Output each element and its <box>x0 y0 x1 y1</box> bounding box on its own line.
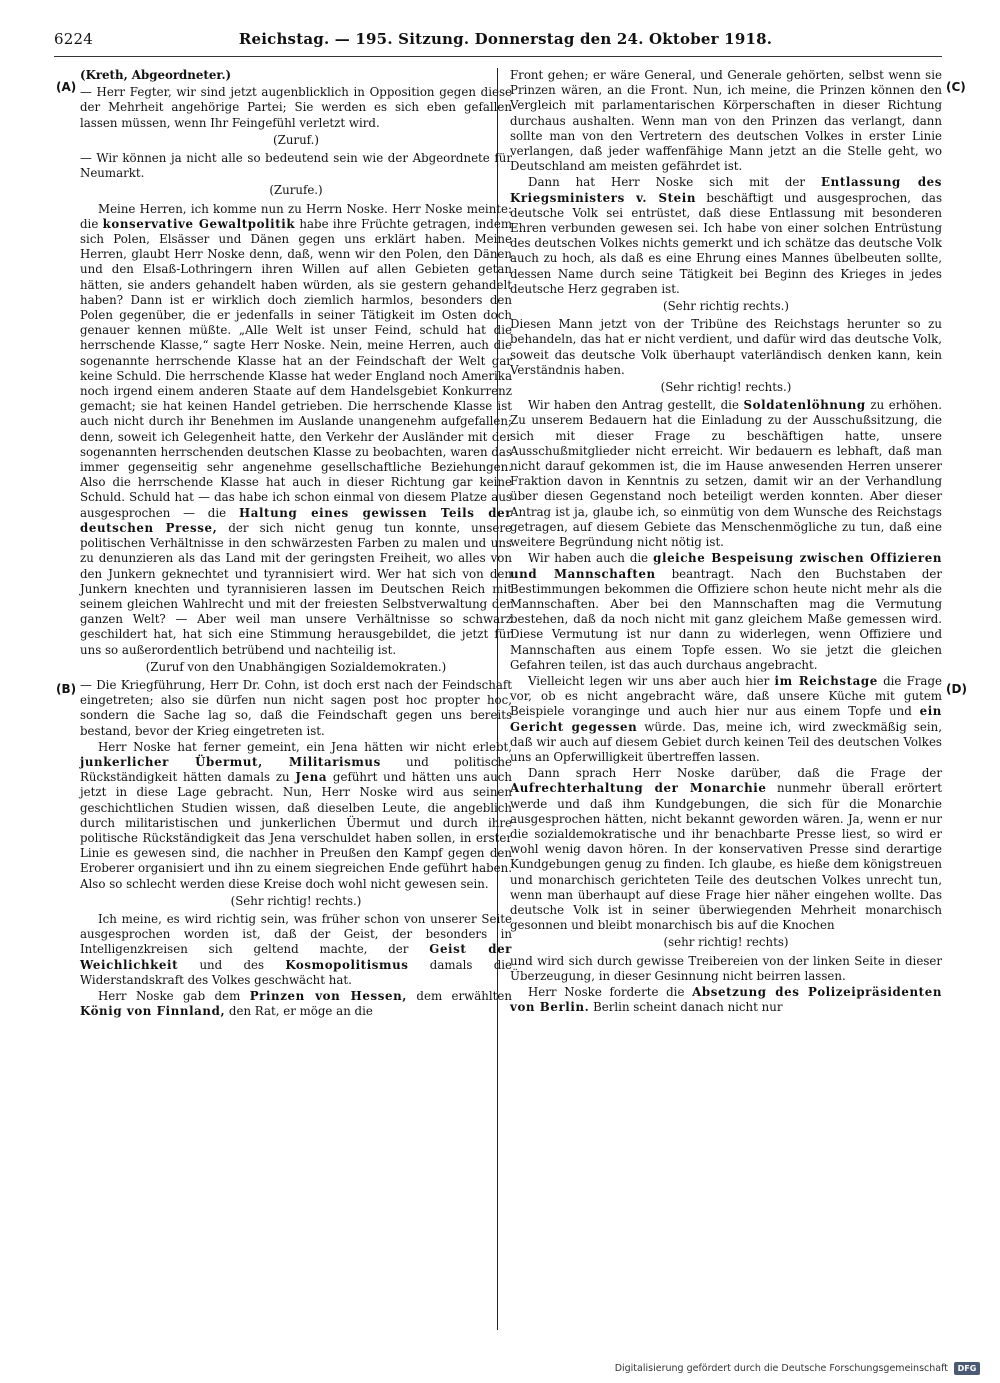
margin-marker-a: (A) <box>56 80 77 94</box>
emphasis: Aufrechterhaltung der Monarchie <box>510 781 767 796</box>
emphasis: junkerlicher Übermut, Militarismus <box>80 754 381 769</box>
text-run: Meine Herren, ich komme nun zu Herrn Noske. Herr Noske meinte: die <box>80 201 512 231</box>
paragraph <box>80 989 512 1019</box>
paragraph <box>510 985 942 1015</box>
paragraph <box>80 740 512 892</box>
interjection: (Sehr richtig! rechts.) <box>230 893 362 908</box>
text-run: und des <box>199 957 265 972</box>
text-run: beantragt. Nach den Buchstaben der Bestimmungen bekommen die Offiziere schon heute nicht mehr als die Mannschaften. Aber bei den Mannschaften mag die Vermutung bestehen, daß da noch nicht mit ganz gleichem Maße gemessen wird. Diese Vermutung ist nur dann zu widerlegen, wenn Offiziere und Mannschaften aus einem Topfe essen. Wo sie jetzt die gleichen Gefahren teilen, ist das auch durchaus angebracht. <box>510 566 942 672</box>
interjection: (Zurufe.) <box>269 183 323 198</box>
emphasis: ein Gericht gegessen <box>510 704 942 734</box>
page-header <box>54 22 942 57</box>
text-run: Herr Noske hat ferner gemeint, ein Jena hätten wir nicht erlebt, <box>98 739 512 754</box>
emphasis: konservative Gewaltpolitik <box>102 216 296 231</box>
paragraph: — Wir können ja nicht alle so bedeutend sein wie der Abgeordnete für Neumarkt. <box>80 151 512 181</box>
paragraph: Front gehen; er wäre General, und Generale gehörten, selbst wenn sie Prinzen wären, an die Front. Nun, ich meine, die Prinzen können den Vergleich mit parlamentarischen Körperschaften in dieser Richtung durchaus aushalten. Wenn man von den Prinzen das verlangt, dann sollte man von den Vertretern des deutschen Volkes in erster Linie verlangen, daß jeder waffenfähige Mann jetzt an die Stelle geht, wo Deutschland am meisten gefährdet ist. <box>510 68 942 174</box>
running-title: Reichstag. — 195. Sitzung. Donnerstag den 24. Oktober 1918. <box>238 30 773 48</box>
paragraph <box>510 674 942 765</box>
emphasis: Kosmopolitismus <box>285 957 409 972</box>
left-column <box>80 68 512 1020</box>
paragraph <box>80 202 512 658</box>
text-run: Berlin scheint danach nicht nur <box>593 1000 783 1015</box>
text-run: Dann sprach Herr Noske darüber, daß die Frage der <box>528 766 942 781</box>
speaker-label: (Kreth, Abgeordneter.) <box>80 68 232 82</box>
text-run: geführt und hätten uns auch jetzt in diese Lage gebracht. Nun, Herr Noske wird aus seinen geschichtlichen Studien wissen, daß dieselben Leute, die angeblich durch militaristischen und junkerlichen Übermut und durch ihre politische Rückständigkeit das Jena verschuldet haben sollen, in erster Linie es gewesen sind, die nachher in Preußen den Kampf gegen den Eroberer organisiert und ihn zu einem siegreichen Ende geführt haben. Also so schlecht werden diese Kreise doch wohl nicht gewesen sein. <box>80 770 513 891</box>
text-run: Herr Noske forderte die <box>528 984 685 999</box>
text-run: der sich nicht genug tun konnte, unsere politischen Verhältnisse in den schwärzesten Farben zu malen und uns zu denunzieren als das Land mit der geringsten Freiheit, wo alles von den Junkern geknechtet und tyrannisiert wird. Wer hat sich von den Junkern knechten und tyrannisieren lassen im Deutschen Reich mit seinem gleichen Wahlrecht und mit der freiesten Selbstverwaltung der ganzen Welt? — Aber weil man unsere Verhältnisse so schwarz geschildert hat, hat sich eine Stimmung herausgebildet, die jetzt für uns so außerordentlich betrübend und nachteilig ist. <box>80 520 513 657</box>
emphasis: im Reichstage <box>774 673 878 688</box>
emphasis: Haltung eines gewissen Teils der deutschen Presse, <box>80 505 513 535</box>
paragraph <box>510 766 942 933</box>
text-run: nunmehr überall erörtert werde und daß ihm Kundgebungen, die sich für die Monarchie ausgesprochen hätten, nicht bekannt geworden wären. Ja, wenn er nur die sozialdemokratische und ihr benachbarte Presse liest, so wird er wohl wenig davon hören. In der konservativen Presse sind derartige Kundgebungen genug zu finden. Ich glaube, es hieße dem königstreuen und monarchisch gerichteten Teile des deutschen Volkes unrecht tun, wenn man überhaupt auf diese Frage hier näher eingehen wollte. Das deutsche Volk ist in seiner überwiegenden Mehrheit monarchisch gesonnen und bleibt monarchisch bis auf die Knochen <box>510 781 942 933</box>
emphasis: Entlassung des Kriegsministers v. Stein <box>510 175 943 205</box>
emphasis: Geist der Weichlichkeit <box>80 942 512 972</box>
paragraph <box>510 398 942 550</box>
text-run: und politische Rückständigkeit hätten damals zu <box>80 754 513 785</box>
text-run: zu erhöhen. Zu unserem Bedauern hat die Einladung zu der Ausschußsitzung, die sich mit dieser Frage zu beschäftigen hatte, unsere Ausschußmitglieder nicht erreicht. Wir bedauern es lebhaft, daß man nicht darauf gekommen ist, die im Hause anwesenden Herren unserer Fraktion davon in Kenntnis zu setzen, damit wir an der Verhandlung über diesen Gegenstand noch beteiligt werden konnten. Aber dieser Antrag ist ja, glaube ich, so einmütig von dem Wunsche des Reichstags getragen, auf diesem Gebiete das Menschenmögliche zu tun, daß eine weitere Begründung nicht nötig ist. <box>510 398 943 550</box>
page-number: 6224 <box>54 30 93 48</box>
text-run: Herr Noske gab dem <box>98 988 241 1003</box>
emphasis: Soldatenlöhnung <box>743 398 866 413</box>
emphasis: Absetzung des Polizeipräsidenten von Berlin. <box>510 984 943 1015</box>
right-column <box>510 68 942 1016</box>
interjection: (Zuruf.) <box>273 132 319 147</box>
paragraph: Diesen Mann jetzt von der Tribüne des Reichstags herunter so zu behandeln, das hat er nicht verdient, und dafür wird das deutsche Volk, soweit das deutsche Volk überhaupt vaterländisch denken kann, kein Verständnis haben. <box>510 317 942 377</box>
text-run: die Frage vor, ob es nicht angebracht wäre, daß unsere Küche mit gutem Beispiele voranginge und auch hier nur aus einem Topfe und <box>510 673 942 719</box>
text-run: den Rat, er möge an die <box>228 1004 373 1019</box>
interjection: (Zuruf von den Unabhängigen Sozialdemokraten.) <box>145 659 447 674</box>
text-run: würde. Das, meine ich, wird zweckmäßig sein, daß wir auch auf diesem Gebiet durch keinen Teil des deutschen Volkes uns an Opferwilligkeit übertreffen lassen. <box>510 719 942 764</box>
margin-marker-b: (B) <box>56 682 77 696</box>
paragraph: — Herr Fegter, wir sind jetzt augenblicklich in Opposition gegen diese der Mehrheit angehörige Partei; Sie werden es sich eben gefallen lassen müssen, wenn Ihr Feingefühl verletzt wird. <box>80 85 512 130</box>
paragraph: und wird sich durch gewisse Treibereien von der linken Seite in dieser Überzeugung, in dieser Gesinnung nicht beirren lassen. <box>510 953 942 983</box>
margin-marker-d: (D) <box>946 682 967 696</box>
text-run: Ich meine, es wird richtig sein, was früher schon von unserer Seite ausgesprochen worden ist, daß der Geist, der besonders in Intelligenzkreisen sich geltend machte, der <box>80 911 512 957</box>
emphasis: Prinzen von Hessen, <box>249 988 407 1003</box>
paragraph <box>80 912 512 988</box>
paragraph <box>510 551 942 673</box>
text-run: Dann hat Herr Noske sich mit der <box>528 175 806 190</box>
digitization-credit <box>615 1360 980 1376</box>
interjection: (Sehr richtig! rechts.) <box>660 380 792 395</box>
paragraph <box>510 175 942 297</box>
emphasis: gleiche Bespeisung zwischen Offizieren und Mannschaften <box>510 551 943 581</box>
interjection: (Sehr richtig rechts.) <box>662 299 790 314</box>
emphasis: Jena <box>295 770 328 785</box>
text-run: Wir haben den Antrag gestellt, die <box>528 398 739 413</box>
text-run: beschäftigt und ausgesprochen, das deutsche Volk sei entrüstet, daß diese Entlassung mit besonderen Ehren verbunden gewesen sei. Ich habe von einer solchen Entrüstung des deutschen Volkes nichts gemerkt und ich schätze das deutsche Volk auch zu hoch, als daß es eine Ehrung eines Mannes übelbeuten sollte, dessen Name durch seine Tätigkeit bei Beginn des Krieges in jedes deutsche Herz gegraben ist. <box>510 190 943 296</box>
text-run: damals die Widerstandskraft des Volkes geschwächt hat. <box>80 957 512 987</box>
text-run: Vielleicht legen wir uns aber auch hier <box>528 673 770 688</box>
text-run: habe ihre Früchte getragen, indem sich Polen, Elsässer und Dänen gegen uns erklärt haben. Meine Herren, glaubt Herr Noske denn, daß, wenn wir den Polen, den Dänen und den Elsaß-Lothringern ihren Willen auf allen Gebieten getan hätten, sie anders gehandelt haben würden, als sie gestern gehandelt haben? Dann ist er wirklich doch ziemlich harmlos, besonders den Polen gegenüber, die er jedenfalls in seiner Tätigkeit im Osten doch genauer kennen müßte. „Alle Welt ist unser Feind, schuld hat die herrschende Klasse,“ sagte Herr Noske. Nein, meine Herren, auch die sogenannte herrschende Klasse hat an der Feindschaft der Welt gar keine Schuld. Die herrschende Klasse hat weder England noch Amerika noch irgend einem anderen Staate auf dem Handelsgebiet Konkurrenz gemacht; sie hat keinen Handel getrieben. Die herrschende Klasse ist auch nicht durch ihr Benehmen im Auslande unangenehm aufgefallen; denn, soweit ich Gelegenheit hatte, den Verkehr der Ausländer mit der sogenannten herrschenden deutschen Klasse zu beobachten, waren das immer gegenseitig sehr angenehme gesellschaftliche Beziehungen. Also die herrschende Klasse hat auch in dieser Richtung gar keine Schuld. Schuld hat — das habe ich schon einmal von diesem Platze aus ausgesprochen — die <box>80 216 513 520</box>
margin-marker-c: (C) <box>946 80 966 94</box>
text-run: dem erwählten <box>416 988 513 1003</box>
text-run: Wir haben auch die <box>528 551 649 566</box>
dfg-logo-icon: DFG <box>954 1362 980 1375</box>
interjection: (sehr richtig! rechts) <box>663 935 789 950</box>
paragraph: — Die Kriegführung, Herr Dr. Cohn, ist doch erst nach der Feindschaft eingetreten; also sie dürfen nun nicht sagen post hoc propter hoc, sondern die Sache lag so, daß die Feindschaft gegen uns bereits bestand, bevor der Krieg eingetreten ist. <box>80 677 512 738</box>
emphasis: König von Finnland, <box>80 1004 226 1019</box>
credit-text: Digitalisierung gefördert durch die Deutsche Forschungsgemeinschaft <box>614 1362 948 1374</box>
